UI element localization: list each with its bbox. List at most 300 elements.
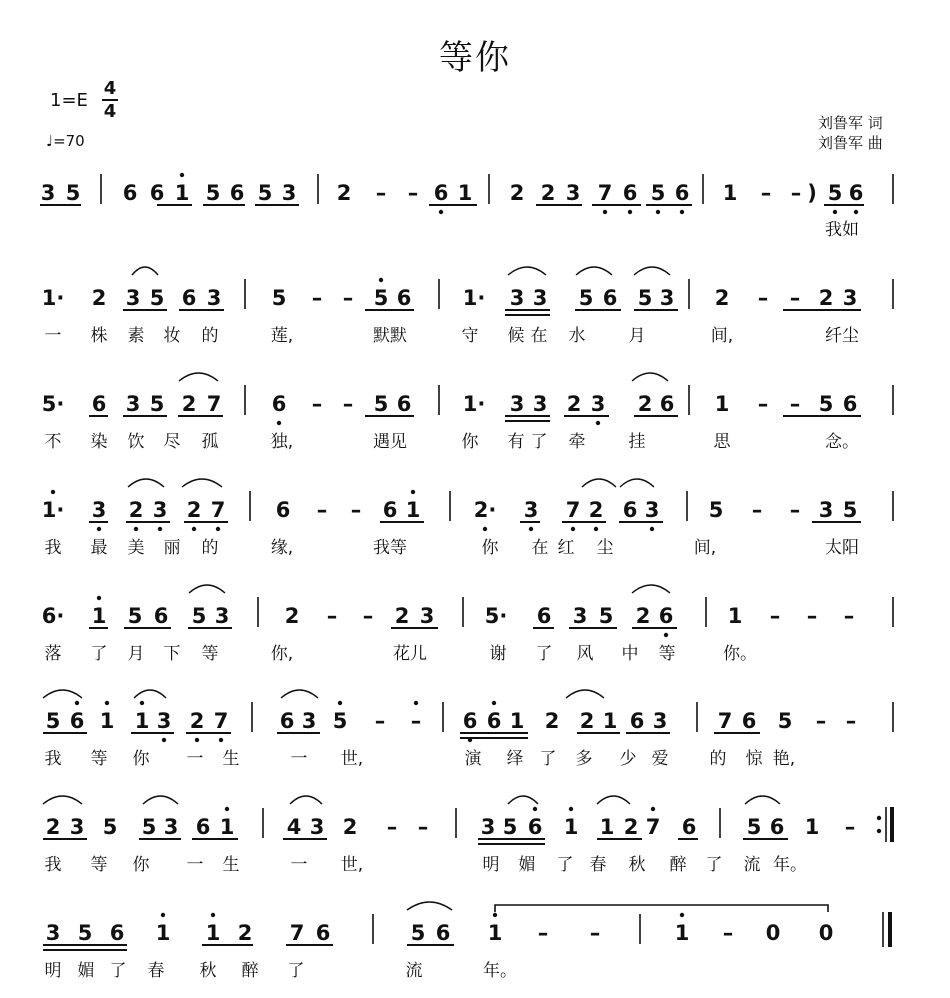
note-l7-10: 2 [342, 815, 358, 839]
slur-12 [632, 585, 670, 593]
note-l7-15: 6 [527, 815, 543, 839]
note-l6-2: 6 [69, 709, 85, 733]
slur-14 [134, 690, 166, 698]
note-l7-23: 1 [804, 815, 820, 839]
note-l4-11: 1 [405, 498, 421, 522]
lyric-l7-7: 世, [340, 855, 364, 875]
note-l2-5: 6 [181, 286, 197, 310]
tempo-marking: ♩=70 [46, 132, 85, 150]
note-l6-14: 6 [486, 709, 502, 733]
note-l2-8: – [311, 286, 323, 310]
octave-dot-12 [51, 490, 55, 494]
slur-5 [179, 373, 218, 381]
octave-dot-36 [225, 807, 229, 811]
slur-17 [43, 796, 82, 804]
note-l6-18: 1 [602, 709, 618, 733]
note-l3-15: 2 [566, 392, 582, 416]
note-l3-1: 5· [41, 392, 65, 416]
note-l7-22: 6 [769, 815, 785, 839]
lyric-l7-15: 流 [743, 855, 761, 875]
note-l4-10: 6 [382, 498, 398, 522]
octave-dot-4 [628, 210, 632, 214]
lyric-l7-5: 生 [222, 855, 240, 875]
lyric-l7-10: 了 [556, 855, 574, 875]
note-l3-2: 6 [91, 392, 107, 416]
octave-dot-30 [195, 738, 199, 742]
octave-dot-39 [651, 807, 655, 811]
note-l4-9: – [350, 498, 362, 522]
lyric-l4-5: 的 [201, 538, 219, 558]
lyric-l2-5: 的 [201, 326, 219, 346]
lyric-l3-2: 染 [90, 432, 108, 452]
note-l2-6: 3 [206, 286, 222, 310]
note-l5-7: 2 [284, 604, 300, 628]
note-l5-13: 6 [536, 604, 552, 628]
octave-dot-17 [216, 527, 220, 531]
lyric-l4-3: 美 [127, 538, 145, 558]
note-l3-8: – [311, 392, 323, 416]
note-l4-14: 7 [565, 498, 581, 522]
note-l2-20: – [757, 286, 769, 310]
slur-6 [632, 373, 668, 381]
note-l7-24: – [844, 815, 856, 839]
octave-dot-21 [571, 527, 575, 531]
note-l7-13: 3 [480, 815, 496, 839]
note-l4-2: 3 [91, 498, 107, 522]
note-l8-11: 1 [487, 921, 503, 945]
lyric-l5-3: 月 [127, 644, 145, 664]
note-l5-9: – [362, 604, 374, 628]
note-l8-4: 1 [155, 921, 171, 945]
note-l7-20: 6 [681, 815, 697, 839]
lyric-l7-13: 醉 [669, 855, 687, 875]
note-l8-15: – [722, 921, 734, 945]
note-l8-9: 5 [410, 921, 426, 945]
lyric-l6-3: 你 [132, 749, 150, 769]
lyric-l6-16: 艳, [772, 749, 796, 769]
repeat-dot-upper [877, 816, 881, 820]
slur-3 [576, 267, 612, 275]
note-l1-9: 3 [281, 181, 297, 205]
lyric-l2-13: 间, [710, 326, 734, 346]
lyric-l7-16: 年。 [773, 855, 807, 875]
octave-dot-3 [603, 210, 607, 214]
note-l3-12: 1· [462, 392, 486, 416]
note-l4-13: 3 [523, 498, 539, 522]
note-l8-13: – [589, 921, 601, 945]
slur-1 [132, 267, 158, 275]
note-l5-6: 3 [214, 604, 230, 628]
note-l6-7: 7 [213, 709, 229, 733]
lyric-l8-8: 流 [405, 961, 423, 981]
note-l8-14: 1 [674, 921, 690, 945]
octave-dot-42 [493, 913, 497, 917]
slur-11 [189, 585, 225, 593]
note-l4-4: 3 [152, 498, 168, 522]
note-l8-7: 7 [289, 921, 305, 945]
lyric-l3-1: 不 [44, 432, 62, 452]
lyric-l7-1: 我 [44, 855, 62, 875]
note-l6-17: 2 [579, 709, 595, 733]
lyric-l4-6: 缘, [270, 538, 294, 558]
lyric-l6-2: 等 [90, 749, 108, 769]
time-signature-top: 4 [103, 78, 117, 99]
octave-dot-35 [492, 701, 496, 705]
note-l6-11: – [374, 709, 386, 733]
lyric-l2-11: 水 [568, 326, 586, 346]
lyric-l7-8: 明 [482, 855, 500, 875]
note-l5-19: – [769, 604, 781, 628]
lyric-l5-13: 你。 [723, 644, 757, 664]
note-l6-4: 1 [134, 709, 150, 733]
octave-dot-23 [650, 527, 654, 531]
note-l3-16: 3 [590, 392, 606, 416]
octave-dot-38 [569, 807, 573, 811]
note-l1-25: ) [807, 181, 817, 205]
note-l1-17: 3 [565, 181, 581, 205]
note-l7-9: 3 [309, 815, 325, 839]
octave-dot-31 [219, 738, 223, 742]
song-title: 等你 [439, 38, 511, 78]
note-l4-1: 1· [41, 498, 65, 522]
octave-dot-24 [97, 596, 101, 600]
lyric-l3-4: 尽 [163, 432, 181, 452]
note-l4-8: – [316, 498, 328, 522]
lyric-l4-13: 太阳 [825, 538, 859, 558]
octave-dot-41 [211, 913, 215, 917]
note-l1-27: 6 [848, 181, 864, 205]
lyric-l7-12: 秋 [628, 855, 646, 875]
note-l5-4: 6 [153, 604, 169, 628]
note-l3-3: 3 [125, 392, 141, 416]
note-l1-4: 6 [149, 181, 165, 205]
lyric-l5-4: 下 [163, 644, 181, 664]
note-l2-16: 6 [602, 286, 618, 310]
note-l6-1: 5 [45, 709, 61, 733]
repeat-dot-lower [877, 829, 881, 833]
slur-22 [745, 796, 780, 804]
note-l1-5: 1 [174, 181, 190, 205]
lyric-l2-2: 株 [90, 326, 108, 346]
note-l3-7: 6 [271, 392, 287, 416]
note-l3-4: 5 [149, 392, 165, 416]
note-l7-11: – [386, 815, 398, 839]
long-tie-bracket [495, 905, 828, 912]
lyric-l3-7: 遇见 [373, 432, 407, 452]
octave-dot-26 [75, 701, 79, 705]
note-l4-6: 7 [210, 498, 226, 522]
note-l5-1: 6· [41, 604, 65, 628]
slur-7 [128, 479, 164, 487]
octave-dot-29 [162, 738, 166, 742]
note-l3-6: 7 [206, 392, 222, 416]
note-l3-13: 3 [509, 392, 525, 416]
note-l2-23: 3 [842, 286, 858, 310]
octave-dot-8 [379, 278, 383, 282]
octave-dot-25 [664, 633, 668, 637]
lyric-l2-7: 默默 [373, 326, 407, 346]
note-l6-10: 5 [332, 709, 348, 733]
octave-dot-2 [439, 210, 443, 214]
note-l7-16: 1 [563, 815, 579, 839]
lyric-l8-2: 媚 [77, 961, 95, 981]
note-l6-6: 2 [189, 709, 205, 733]
slur-23 [407, 902, 452, 910]
time-signature-bottom: 4 [103, 101, 117, 122]
note-l6-25: – [845, 709, 857, 733]
lyricist-credit: 刘鲁军 词 [818, 114, 883, 132]
lyric-l5-1: 落 [44, 644, 62, 664]
octave-dot-10 [596, 421, 600, 425]
note-l7-1: 2 [45, 815, 61, 839]
note-l5-8: – [326, 604, 338, 628]
octave-dot-5 [656, 210, 660, 214]
note-l1-16: 2 [540, 181, 556, 205]
lyric-l4-11: 尘 [596, 538, 614, 558]
lyric-l5-8: 谢 [489, 644, 507, 664]
octave-dot-13 [97, 527, 101, 531]
note-l1-14: 1 [457, 181, 473, 205]
note-l6-21: 7 [717, 709, 733, 733]
note-l5-10: 2 [394, 604, 410, 628]
note-l2-15: 5 [578, 286, 594, 310]
note-l1-20: 5 [650, 181, 666, 205]
slur-9 [582, 479, 616, 487]
lyric-l3-10: 了 [530, 432, 548, 452]
note-l5-21: – [843, 604, 855, 628]
lyric-l3-11: 牵 [568, 432, 586, 452]
lyric-l2-9: 候 [507, 326, 525, 346]
lyric-l3-14: 念。 [825, 432, 859, 452]
slur-21 [597, 796, 630, 804]
lyric-l8-1: 明 [44, 961, 62, 981]
lyric-l6-12: 少 [619, 749, 637, 769]
lyric-l1-1: 我如 [825, 220, 859, 240]
note-l7-19: 7 [645, 815, 661, 839]
lyric-l6-9: 绎 [506, 749, 524, 769]
octave-dot-33 [414, 701, 418, 705]
note-l1-21: 6 [674, 181, 690, 205]
note-l1-1: 3 [40, 181, 56, 205]
octave-dot-43 [680, 913, 684, 917]
note-l4-5: 2 [186, 498, 202, 522]
octave-dot-19 [483, 527, 487, 531]
note-l7-14: 5 [502, 815, 518, 839]
note-l5-18: 1 [727, 604, 743, 628]
lyric-l4-8: 你 [481, 538, 499, 558]
lyric-l4-1: 我 [44, 538, 62, 558]
note-l4-16: 6 [622, 498, 638, 522]
note-l8-1: 3 [45, 921, 61, 945]
note-l8-6: 2 [237, 921, 253, 945]
lyric-l6-11: 多 [575, 749, 593, 769]
slur-2 [508, 267, 546, 275]
lyric-l8-7: 了 [287, 961, 305, 981]
note-l3-22: 5 [818, 392, 834, 416]
note-l2-4: 5 [149, 286, 165, 310]
lyric-l5-7: 花儿 [393, 644, 427, 664]
lyric-l8-6: 醉 [241, 961, 259, 981]
note-l1-10: 2 [336, 181, 352, 205]
note-l1-8: 5 [257, 181, 273, 205]
note-l1-19: 6 [622, 181, 638, 205]
lyric-l3-5: 孤 [201, 432, 219, 452]
note-l7-17: 1 [599, 815, 615, 839]
lyric-l5-2: 了 [90, 644, 108, 664]
octave-dot-28 [140, 701, 144, 705]
lyric-l7-3: 你 [132, 855, 150, 875]
lyric-l2-4: 妆 [163, 326, 181, 346]
note-l6-9: 3 [301, 709, 317, 733]
note-l3-11: 6 [396, 392, 412, 416]
note-l2-13: 3 [509, 286, 525, 310]
lyric-l7-4: 一 [186, 855, 204, 875]
lyric-l7-9: 媚 [518, 855, 536, 875]
lyric-l8-5: 秋 [199, 961, 217, 981]
note-l2-19: 2 [714, 286, 730, 310]
note-l5-14: 3 [572, 604, 588, 628]
note-l7-4: 5 [141, 815, 157, 839]
note-l8-17: 0 [818, 921, 834, 945]
octave-dot-22 [594, 527, 598, 531]
slur-16 [566, 690, 604, 698]
note-l7-3: 5 [102, 815, 118, 839]
note-l7-7: 1 [219, 815, 235, 839]
slur-8 [182, 479, 222, 487]
slur-13 [43, 690, 82, 698]
note-l3-23: 6 [842, 392, 858, 416]
note-l6-20: 3 [652, 709, 668, 733]
lyric-l4-2: 最 [90, 538, 108, 558]
note-l5-20: – [806, 604, 818, 628]
slur-20 [508, 796, 538, 804]
note-l2-2: 2 [91, 286, 107, 310]
octave-dot-15 [158, 527, 162, 531]
lyric-l4-9: 在 [531, 538, 549, 558]
note-l8-10: 6 [435, 921, 451, 945]
note-l1-6: 5 [205, 181, 221, 205]
octave-dot-20 [529, 527, 533, 531]
note-l4-7: 6 [275, 498, 291, 522]
octave-dot-6 [680, 210, 684, 214]
note-l2-22: 2 [818, 286, 834, 310]
lyric-l6-15: 惊 [745, 749, 763, 769]
note-l2-14: 3 [532, 286, 548, 310]
slur-4 [634, 267, 670, 275]
note-l1-11: – [375, 181, 387, 205]
lyric-l4-10: 红 [557, 538, 575, 558]
note-l7-21: 5 [746, 815, 762, 839]
lyric-l3-13: 思 [713, 432, 731, 452]
note-l6-12: – [410, 709, 422, 733]
note-l4-3: 2 [128, 498, 144, 522]
lyric-l2-14: 纤尘 [825, 326, 859, 346]
slur-15 [281, 690, 318, 698]
note-l8-5: 1 [205, 921, 221, 945]
note-l6-5: 3 [156, 709, 172, 733]
note-l7-6: 6 [195, 815, 211, 839]
lyric-l7-14: 了 [705, 855, 723, 875]
note-l1-12: – [407, 181, 419, 205]
lyric-l5-5: 等 [201, 644, 219, 664]
note-l2-12: 1· [462, 286, 486, 310]
lyric-l6-5: 生 [222, 749, 240, 769]
note-l3-5: 2 [181, 392, 197, 416]
lyric-l2-10: 在 [530, 326, 548, 346]
lyric-l8-4: 春 [147, 961, 165, 981]
octave-dot-16 [192, 527, 196, 531]
note-l4-19: – [751, 498, 763, 522]
lyric-l2-1: 一 [44, 326, 62, 346]
note-l7-18: 2 [623, 815, 639, 839]
note-l2-18: 3 [659, 286, 675, 310]
octave-dot-32 [338, 701, 342, 705]
lyric-l6-4: 一 [186, 749, 204, 769]
note-l6-19: 6 [629, 709, 645, 733]
note-l6-8: 6 [279, 709, 295, 733]
lyric-l5-10: 风 [576, 644, 594, 664]
lyric-l5-12: 等 [658, 644, 676, 664]
note-l1-7: 6 [229, 181, 245, 205]
note-l3-19: 1 [714, 392, 730, 416]
note-l1-18: 7 [597, 181, 613, 205]
note-l6-22: 6 [741, 709, 757, 733]
lyric-l6-14: 的 [709, 749, 727, 769]
note-l2-21: – [789, 286, 801, 310]
lyric-l6-1: 我 [44, 749, 62, 769]
note-l3-10: 5 [373, 392, 389, 416]
lyric-l2-3: 素 [127, 326, 145, 346]
note-l5-16: 2 [635, 604, 651, 628]
note-l1-3: 6 [122, 181, 138, 205]
note-l2-9: – [342, 286, 354, 310]
key-signature: 1=E [50, 90, 88, 111]
lyric-l7-2: 等 [90, 855, 108, 875]
lyric-l6-13: 爱 [651, 749, 669, 769]
note-l5-17: 6 [658, 604, 674, 628]
lyric-l3-3: 饮 [127, 432, 145, 452]
slur-19 [290, 796, 322, 804]
note-l1-23: – [760, 181, 772, 205]
lyric-l4-12: 间, [693, 538, 717, 558]
note-l4-21: 3 [818, 498, 834, 522]
note-l7-8: 4 [286, 815, 302, 839]
note-l7-2: 3 [69, 815, 85, 839]
note-l1-2: 5 [65, 181, 81, 205]
note-l5-15: 5 [598, 604, 614, 628]
note-l2-1: 1· [41, 286, 65, 310]
note-l1-26: 5 [827, 181, 843, 205]
lyric-l4-7: 我等 [373, 538, 407, 558]
note-l2-17: 5 [637, 286, 653, 310]
note-l4-12: 2· [473, 498, 497, 522]
note-l5-5: 5 [191, 604, 207, 628]
lyric-l2-6: 莲, [270, 326, 294, 346]
composer-credit: 刘鲁军 曲 [818, 134, 883, 152]
lyric-l7-11: 春 [589, 855, 607, 875]
octave-dot-7 [833, 210, 837, 214]
note-l4-15: 2 [588, 498, 604, 522]
slur-18 [143, 796, 178, 804]
note-l3-20: – [757, 392, 769, 416]
note-l4-17: 3 [644, 498, 660, 522]
note-l6-3: 1 [99, 709, 115, 733]
note-l4-18: 5 [708, 498, 724, 522]
note-l5-11: 3 [419, 604, 435, 628]
lyric-l8-9: 年。 [483, 961, 517, 981]
note-l6-13: 6 [462, 709, 478, 733]
note-l5-3: 5 [127, 604, 143, 628]
